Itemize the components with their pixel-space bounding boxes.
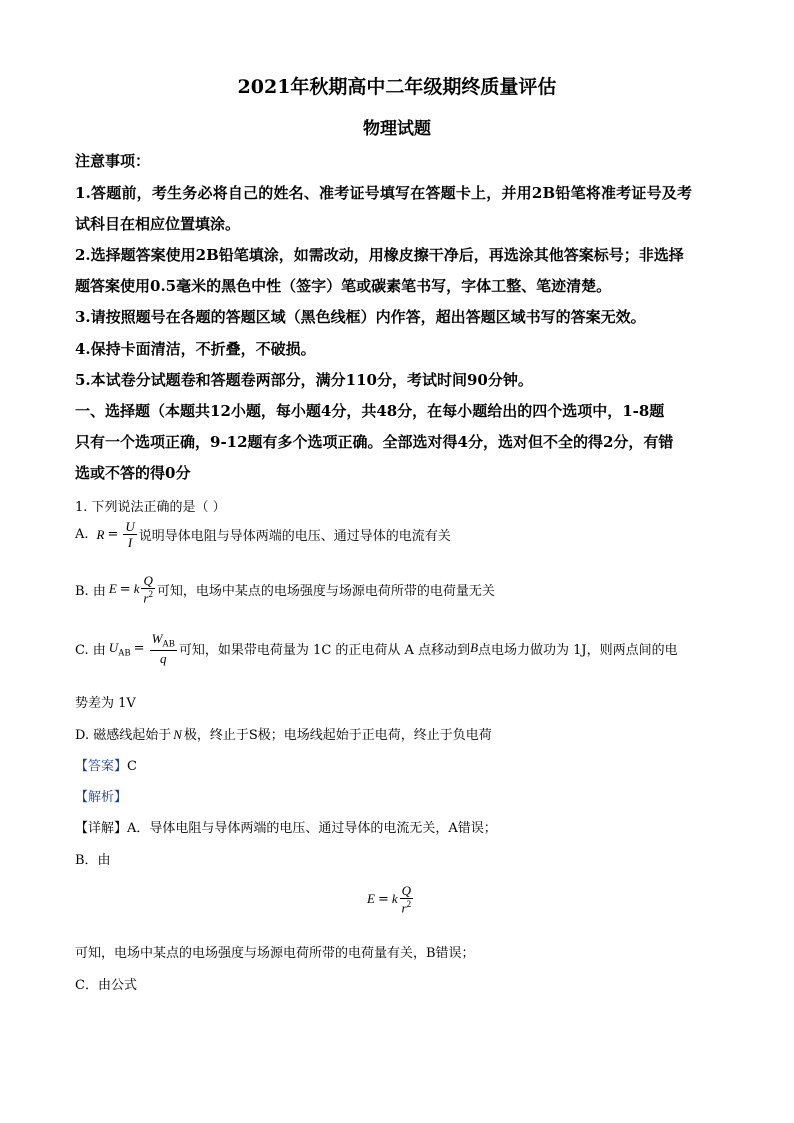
analysis-tag: 【解析】 xyxy=(75,790,128,805)
section-heading-line-3: 选或不答的得0分 xyxy=(75,464,191,482)
option-b-k: k xyxy=(133,581,140,597)
detail-b-denominator: r xyxy=(401,900,407,916)
detail-b-k: k xyxy=(391,891,398,907)
option-c-text-1: 可知，如果带电荷量为 1C 的正电荷从 A 点移动到 xyxy=(178,642,471,658)
notice-line-1: 1.答题前，考生务必将自己的姓名、准考证号填写在答题卡上，并用2B铅笔将准考证号及考 xyxy=(75,184,693,202)
option-c xyxy=(75,632,678,665)
detail-c-prefix: C．由公式 xyxy=(75,978,137,993)
option-c-denominator: q xyxy=(159,650,167,666)
notice-heading: 注意事项： xyxy=(75,152,151,170)
option-a xyxy=(75,520,451,549)
answer-line xyxy=(75,755,137,774)
section-heading-line-1: 一、选择题（本题共12小题，每小题4分，共48分，在每小题给出的四个选项中，1-8题 xyxy=(75,402,665,420)
option-c-lhs: $U_{AB}$ xyxy=(108,639,131,658)
option-b-denominator: r xyxy=(143,590,149,606)
notice-line-3: 2.选择题答案使用2B铅笔填涂，如需改动，用橡皮擦干净后，再选涂其他答案标号；非选择 xyxy=(75,246,684,264)
option-d-text-1: D. 磁感线起始于 xyxy=(75,728,172,743)
exam-subtitle: 物理试题 xyxy=(363,119,431,139)
option-c-fraction xyxy=(150,632,177,665)
notice-line-4: 题答案使用0.5毫米的黑色中性（签字）笔或碳素笔书写，字体工整、笔迹清楚。 xyxy=(75,277,612,295)
option-a-lhs: R xyxy=(96,526,105,542)
option-a-denominator: I xyxy=(127,535,133,550)
detail-b-formula xyxy=(367,884,415,914)
detail-b-prefix: B．由 xyxy=(75,853,111,868)
option-c-line-2: 势差为 1V xyxy=(75,696,136,711)
answer-value: C xyxy=(127,759,137,774)
answer-tag: 【答案】 xyxy=(75,759,128,774)
option-a-eq: = xyxy=(107,527,119,542)
exam-title: 2021年秋期高中二年级期终质量评估 xyxy=(237,76,557,98)
option-c-numerator-subscript: AB xyxy=(162,638,175,649)
option-b xyxy=(75,574,495,604)
option-b-fraction xyxy=(141,574,154,604)
detail-b-exponent: 2 xyxy=(406,899,412,909)
option-d-text-2: 极，终止于S极；电场线起始于正电荷，终止于负电荷 xyxy=(183,728,492,743)
notice-line-2: 试科目在相应位置填涂。 xyxy=(75,215,241,233)
section-heading-line-2: 只有一个选项正确，9-12题有多个选项正确。全部选对得4分，选对但不全的得2分，有错 xyxy=(75,433,674,451)
option-b-lhs: E xyxy=(108,581,117,597)
detail-b-numerator: Q xyxy=(401,883,412,898)
notice-line-6: 4.保持卡面清洁，不折叠，不破损。 xyxy=(75,340,316,358)
detail-b-lhs: E xyxy=(367,891,375,907)
option-a-prefix: A. xyxy=(75,527,89,542)
detail-b-eq: = xyxy=(377,891,389,907)
option-b-eq: = xyxy=(119,581,131,597)
question-1-stem: 1. 下列说法正确的是（ ） xyxy=(75,500,226,515)
option-c-text-2: 点电场力做功为 1J，则两点间的电 xyxy=(478,642,678,658)
option-a-text: 说明导体电阻与导体两端的电压、通过导体的电流有关 xyxy=(138,529,451,544)
option-c-point-b: B xyxy=(470,640,479,656)
option-b-text: 可知，电场中某点的电场强度与场源电荷所带的电荷量无关 xyxy=(156,583,495,599)
notice-line-7: 5.本试卷分试题卷和答题卷两部分，满分110分，考试时间90分钟。 xyxy=(75,371,533,389)
option-d-n: N xyxy=(173,727,182,742)
option-c-lhs-subscript: AB xyxy=(118,647,131,658)
detail-b-fraction xyxy=(400,884,413,914)
option-c-prefix: C. 由 xyxy=(75,642,106,658)
option-d xyxy=(75,724,492,743)
option-c-eq: = xyxy=(133,640,145,656)
option-a-fraction xyxy=(123,520,136,549)
detail-b-text: 可知，电场中某点的电场强度与场源电荷所带的电荷量有关，B错误； xyxy=(75,946,475,961)
notice-line-5: 3.请按照题号在各题的答题区域（黑色线框）内作答，超出答题区域书写的答案无效。 xyxy=(75,308,646,326)
option-c-numerator: W xyxy=(151,631,163,646)
detail-a: 【详解】A．导体电阻与导体两端的电压、通过导体的电流无关，A错误； xyxy=(75,821,497,836)
option-a-numerator: U xyxy=(125,519,135,534)
option-b-exponent: 2 xyxy=(148,589,153,599)
option-b-numerator: Q xyxy=(143,573,153,588)
option-b-prefix: B. 由 xyxy=(75,583,106,599)
